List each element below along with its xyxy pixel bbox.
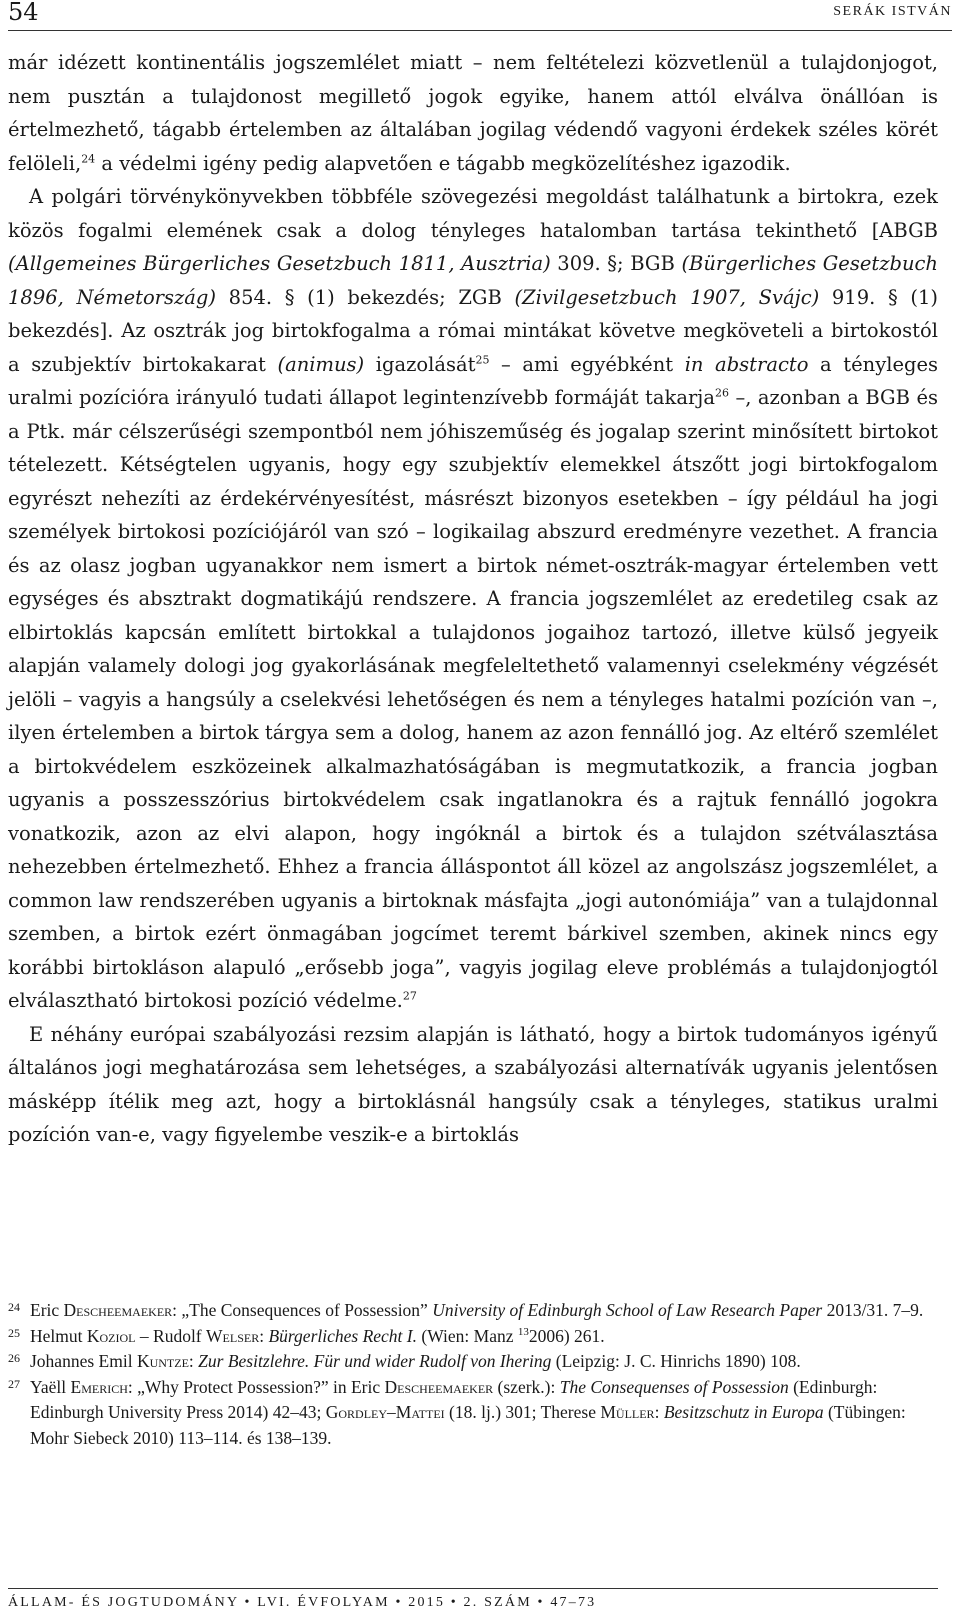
text-run: 919. § (1) bekezdés]. Az osztrák jog birtokfogalma a római mintákat követve megköveteli a birtokostól a szubjektív birtokakarat xyxy=(8,285,938,376)
footnote-ref-27[interactable]: 27 xyxy=(402,989,417,1003)
text-run: Johannes Emil xyxy=(30,1351,137,1371)
text-run: : xyxy=(188,1351,199,1371)
text-run: : xyxy=(259,1325,269,1346)
footnote-number: 27 xyxy=(8,1376,20,1391)
footnote-ref-24[interactable]: 24 xyxy=(81,152,96,165)
text-run: a védelmi igény pedig alapvetően e tágabb megközelítéshez igazodik. xyxy=(95,151,791,175)
author-name: Kuntze xyxy=(136,1351,189,1371)
paragraph: E néhány európai szabályozási rezsim alapján is látható, hogy a birtok tudományos igényű általános jogi meghatározása sem lehetséges, a szabályozási alternatívák ugyanis jelentősen másképp ítélik meg azt, hogy a birtoklásnál hangsúly csak a tényleges, statikus uralmi pozíción van-e, vagy figyelembe veszik-e a birtoklás xyxy=(8,1022,938,1146)
footnote-number: 26 xyxy=(8,1351,20,1365)
journal-footer: ÁLLAM- ÉS JOGTUDOMÁNY • LVI. ÉVFOLYAM • 2015 • 2. SZÁM • 47–73 xyxy=(8,1588,938,1611)
text-run: Eric xyxy=(30,1300,64,1320)
footnote-24 xyxy=(8,1298,938,1324)
footnote-number: 24 xyxy=(8,1300,20,1314)
text-run: (Wien: Manz xyxy=(417,1325,518,1346)
author-name: Emerich xyxy=(70,1376,128,1397)
zgb-title: (Zivilgesetzbuch 1907, Svájc) xyxy=(514,285,820,309)
footnote-25 xyxy=(8,1324,938,1350)
footnote-ref-25[interactable]: 25 xyxy=(475,353,490,366)
text-run: – ami egyébként xyxy=(489,352,685,376)
text-run: Yaëll xyxy=(30,1376,71,1397)
paragraph xyxy=(8,180,938,1018)
book-title: Besitzschutz in Europa xyxy=(663,1402,824,1422)
text-run: igazolását xyxy=(364,352,476,376)
in-abstracto-term: in abstracto xyxy=(684,352,809,376)
bgb-title: (Bürgerliches Gesetzbuch 1896, Németország) xyxy=(8,252,938,309)
footnote-26 xyxy=(8,1349,938,1375)
text-run: 2006) 261. xyxy=(528,1325,605,1346)
text-run: : „The Consequences of Possession” xyxy=(172,1300,433,1320)
text-run: – Rudolf xyxy=(135,1325,207,1346)
author-name: Welser xyxy=(206,1325,260,1346)
animus-term: (animus) xyxy=(277,352,365,376)
text-run: A polgári törvénykönyvekben többféle szövegezési megoldást találhatunk a birtokra, ezek közös fogalmi elemének csak a dolog tényleges hatalomban tartása tekinthető [ABGB xyxy=(8,185,938,242)
author-name: Müller xyxy=(600,1402,655,1422)
page-number: 54 xyxy=(8,0,39,26)
author-name: Gordley–Mattei xyxy=(325,1402,445,1422)
text-run: : xyxy=(654,1402,664,1422)
footnote-number: 25 xyxy=(8,1325,20,1340)
text-run: (Edinburgh: Edinburgh University Press 2014) 42–43; xyxy=(30,1376,878,1422)
author-name: Koziol xyxy=(86,1325,136,1346)
text-run: 309. §; BGB xyxy=(550,252,682,275)
series-title: University of Edinburgh School of Law Research Paper xyxy=(432,1300,823,1320)
author-name: Descheemaeker xyxy=(63,1300,173,1320)
paragraph xyxy=(8,46,938,180)
text-run: (Leipzig: J. C. Hinrichs 1890) 108. xyxy=(551,1351,801,1371)
text-run: –, azonban a BGB és a Ptk. már célszerűségi szempontból nem jóhiszeműség és jogalap szerint minősített birtokot tételezett. Kétségtelen ugyanis, hogy egy szubjektív elemekkel átszőtt jogi birtokfogalom egyrészt nehezíti az érdekérvényesítést, másrészt bizonyos esetekben – így például ha jogi személyek birtokosi pozíciójáról van szó – logikailag abszurd eredményre vezethet. A francia és az olasz jogban ugyanakkor nem ismert a birtok német-osztrák-magyar értelemben vett egységes és absztrakt dogmatikájú rendszere. A francia jogszemlélet az eredetileg csak az elbirtoklás kapcsán említett birtokkal a tulajdonos jogaihoz tartozó, illetve külső jegyeik alapján valamely dologi jog gyakorlásának megfeleltethető valamennyi cselekmény végzését jelöli – vagyis a hangsúly a cselekvési lehetőségen és nem a tényleges hatalmi pozíción van –, ilyen értelemben a birtok tárgya sem a dolog, hanem az azon fennálló jog. Az eltérő szemlélet a birtokvédelem eszközeinek alkalmazhatóságában is megmutatkozik, a francia jogban ugyanis a posszesszórius birtokvédelem csak ingatlanokra és a rajtuk fennálló jogokra vonatkozik, azon az elvi alapon, hogy ingóknál a birtok és a tulajdon szétválasztása nehezebben értelmezhető. Ehhez a francia álláspontot áll közel az angolszász jogszemlélet, a common law rendszerében ugyanis a birtoknak másfajta „jogi autonómiája” van a tulajdonnal szemben, a birtok ezért önmagában jogcímet teremt bárkivel szemben, akinek nincs egy korábbi birtokláson alapuló „erősebb joga”, vagyis jogilag eleve problémás a tulajdonjogtól elválasztható birtokosi pozíció védelme. xyxy=(8,386,939,1012)
book-title: Zur Besitzlehre. Für und wider Rudolf von Ihering xyxy=(198,1351,552,1371)
text-run: (Tübingen: Mohr Siebeck 2010) 113–114. és 138–139. xyxy=(30,1402,906,1448)
footnote-27 xyxy=(8,1375,938,1452)
text-run: 2013/31. 7–9. xyxy=(822,1300,924,1320)
text-run: 854. § (1) bekezdés; ZGB xyxy=(216,285,515,309)
book-title: Bürgerliches Recht I. xyxy=(268,1325,417,1346)
footnote-ref-26[interactable]: 26 xyxy=(714,386,729,400)
running-head-author: SERÁK ISTVÁN xyxy=(833,4,952,19)
text-run: a tényleges uralmi pozícióra irányuló tudati állapot legintenzívebb formáját takarja xyxy=(8,352,939,409)
author-name: Descheemaeker xyxy=(384,1376,494,1397)
edition-number: 13 xyxy=(517,1325,529,1338)
body-text xyxy=(8,46,938,1152)
page-header xyxy=(8,0,952,31)
text-run: már idézett kontinentális jogszemlélet miatt – nem feltételezi közvetlenül a tulajdonjogot, nem pusztán a tulajdonost megillető jogok egyike, hanem attól elválva önállóan is értelmezhető, tágabb értelemben az általában jogilag védendő vagyoni érdekek széles körét felöleli, xyxy=(8,51,938,175)
book-title: The Consequenses of Possession xyxy=(559,1376,789,1397)
abgb-title: (Allgemeines Bürgerliches Gesetzbuch 1811, Ausztria) xyxy=(8,252,551,275)
text-run: : „Why Protect Possession?” in Eric xyxy=(127,1376,385,1397)
text-run: (szerk.): xyxy=(493,1376,560,1397)
footnotes xyxy=(8,1298,938,1451)
text-run: (18. lj.) 301; Therese xyxy=(444,1402,601,1422)
text-run: Helmut xyxy=(30,1325,87,1346)
